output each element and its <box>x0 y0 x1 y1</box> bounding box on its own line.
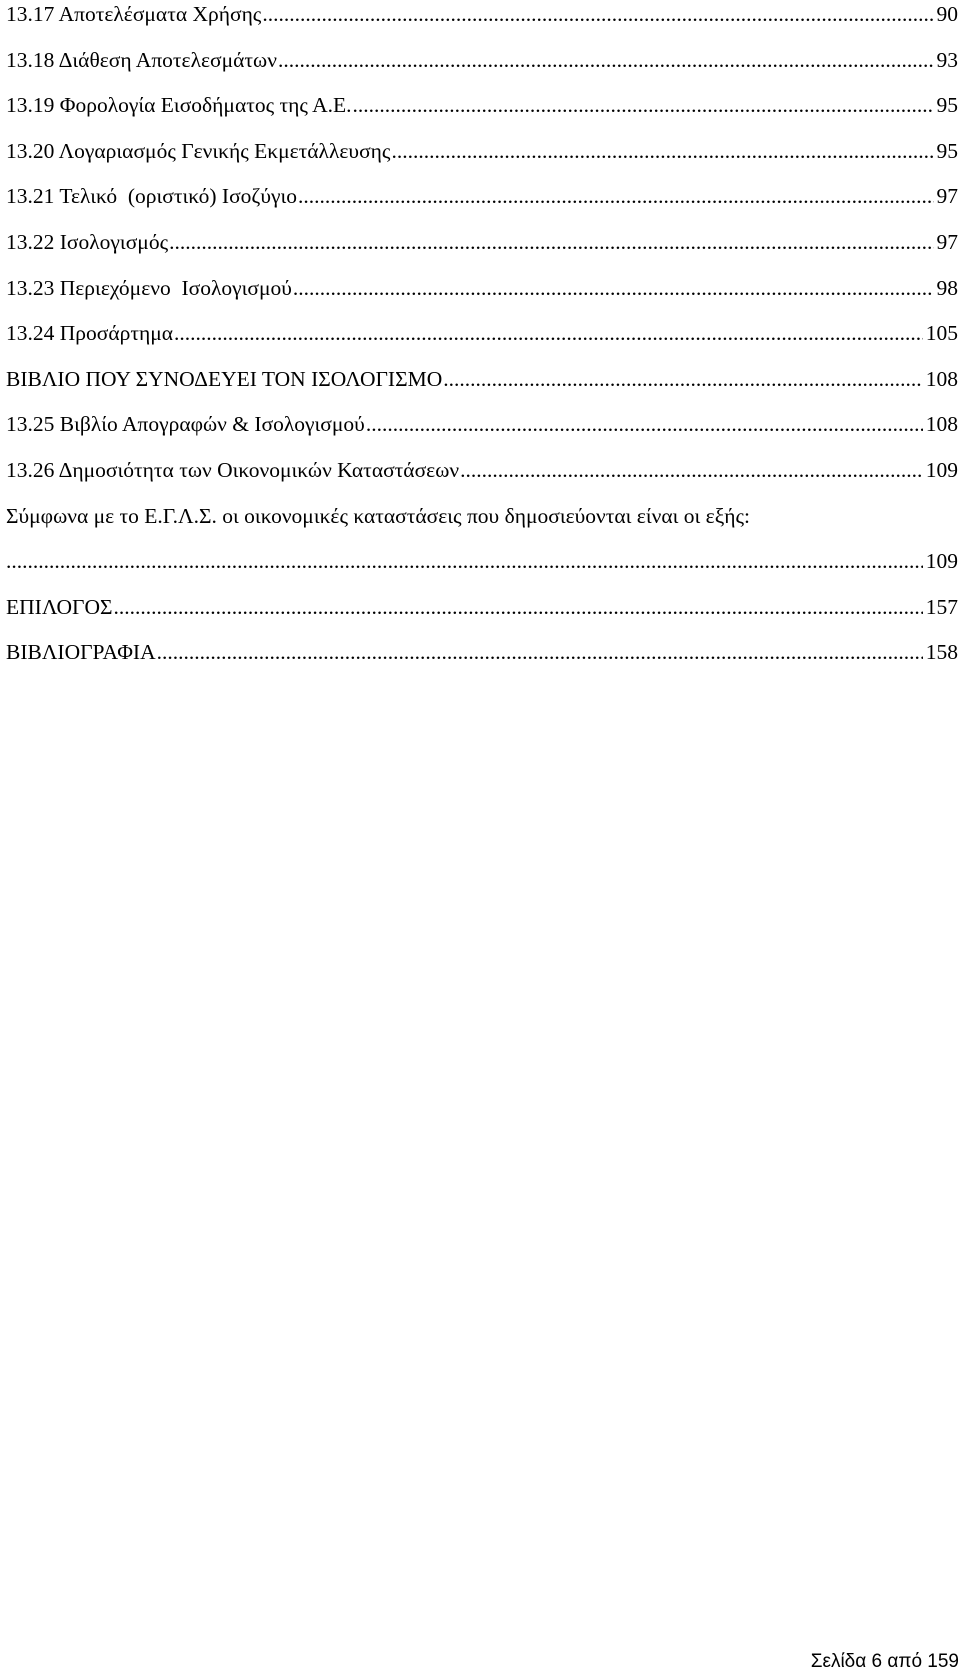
toc-entry-label: 13.18 Διάθεση Αποτελεσμάτων <box>6 47 277 72</box>
toc-dot-leader <box>459 458 923 483</box>
toc-entry[interactable] <box>6 93 958 139</box>
toc-entry-page: 158 <box>925 640 958 665</box>
toc-entry[interactable] <box>6 321 958 367</box>
toc-entry[interactable] <box>6 184 958 230</box>
toc-entry[interactable] <box>6 230 958 276</box>
toc-wrapped-entry-text[interactable]: Σύμφωνα με το Ε.Γ.Λ.Σ. οι οικονομικές καταστάσεις που δημοσιεύονται είναι οι εξής: <box>6 503 751 528</box>
toc-entry-page: 93 <box>936 47 958 72</box>
toc-entry[interactable] <box>6 640 958 686</box>
toc-entry-label: 13.20 Λογαριασμός Γενικής Εκμετάλλευσης <box>6 138 391 163</box>
toc-dot-leader <box>6 549 923 574</box>
toc-wrapped-entry-leader-line[interactable] <box>6 549 958 595</box>
toc-entry-page: 105 <box>925 321 958 346</box>
toc-entry[interactable] <box>6 2 958 48</box>
toc-dot-leader <box>156 640 923 665</box>
toc-dot-leader <box>173 321 923 346</box>
toc-entry-page: 98 <box>936 275 958 300</box>
toc-dot-leader <box>277 48 934 73</box>
toc-entry-page: 97 <box>936 229 958 254</box>
toc-entry[interactable] <box>6 412 958 458</box>
toc-dot-leader <box>390 139 933 164</box>
toc-entry-label: 13.21 Τελικό (οριστικό) Ισοζύγιο <box>6 184 298 209</box>
toc-entry[interactable] <box>6 276 958 322</box>
toc-entry[interactable] <box>6 139 958 185</box>
toc-dot-leader <box>168 230 933 255</box>
toc-dot-leader <box>113 595 923 620</box>
toc-entry[interactable] <box>6 595 958 641</box>
toc-dot-leader <box>442 367 923 392</box>
toc-entry-page: 97 <box>936 184 958 209</box>
toc-dot-leader <box>292 276 934 301</box>
toc-dot-leader <box>352 93 934 118</box>
toc-entry-label: 13.17 Αποτελέσματα Χρήσης <box>6 2 262 26</box>
toc-entry-page: 108 <box>925 366 958 391</box>
toc-entry[interactable] <box>6 458 958 504</box>
toc-entry-label: 13.25 Βιβλίο Απογραφών & Ισολογισμού <box>6 412 365 437</box>
toc-entry-page: 108 <box>925 412 958 437</box>
table-of-contents <box>6 2 958 686</box>
toc-dot-leader <box>261 2 933 27</box>
toc-entry-page: 109 <box>925 457 958 482</box>
toc-entry[interactable] <box>6 367 958 413</box>
toc-entry-label: ΒΙΒΛΙΟ ΠΟΥ ΣΥΝΟΔΕΥΕΙ ΤΟΝ ΙΣΟΛΟΓΙΣΜΟ <box>6 366 443 391</box>
toc-entry-label: 13.26 Δημοσιότητα των Οικονομικών Καταστάσεων <box>6 457 460 482</box>
toc-entry-page: 95 <box>936 93 958 118</box>
toc-entry-label: ΒΙΒΛΙΟΓΡΑΦΙΑ <box>6 640 156 665</box>
toc-entry-label: 13.19 Φορολογία Εισοδήματος της Α.Ε. <box>6 93 352 118</box>
toc-entry-label: 13.23 Περιεχόμενο Ισολογισμού <box>6 275 292 300</box>
page-number-footer: Σελίδα 6 από 159 <box>810 1651 959 1672</box>
toc-entry-label: 13.24 Προσάρτημα <box>6 321 174 346</box>
toc-entry[interactable] <box>6 48 958 94</box>
toc-entry-page: 95 <box>936 138 958 163</box>
toc-entry-page: 90 <box>936 2 958 26</box>
toc-dot-leader <box>297 184 933 209</box>
toc-dot-leader <box>365 412 923 437</box>
toc-entry-page: 109 <box>925 549 958 574</box>
toc-entry-label: 13.22 Ισολογισμός <box>6 229 169 254</box>
toc-entry-label: ΕΠΙΛΟΓΟΣ <box>6 594 113 619</box>
toc-entry-page: 157 <box>925 594 958 619</box>
